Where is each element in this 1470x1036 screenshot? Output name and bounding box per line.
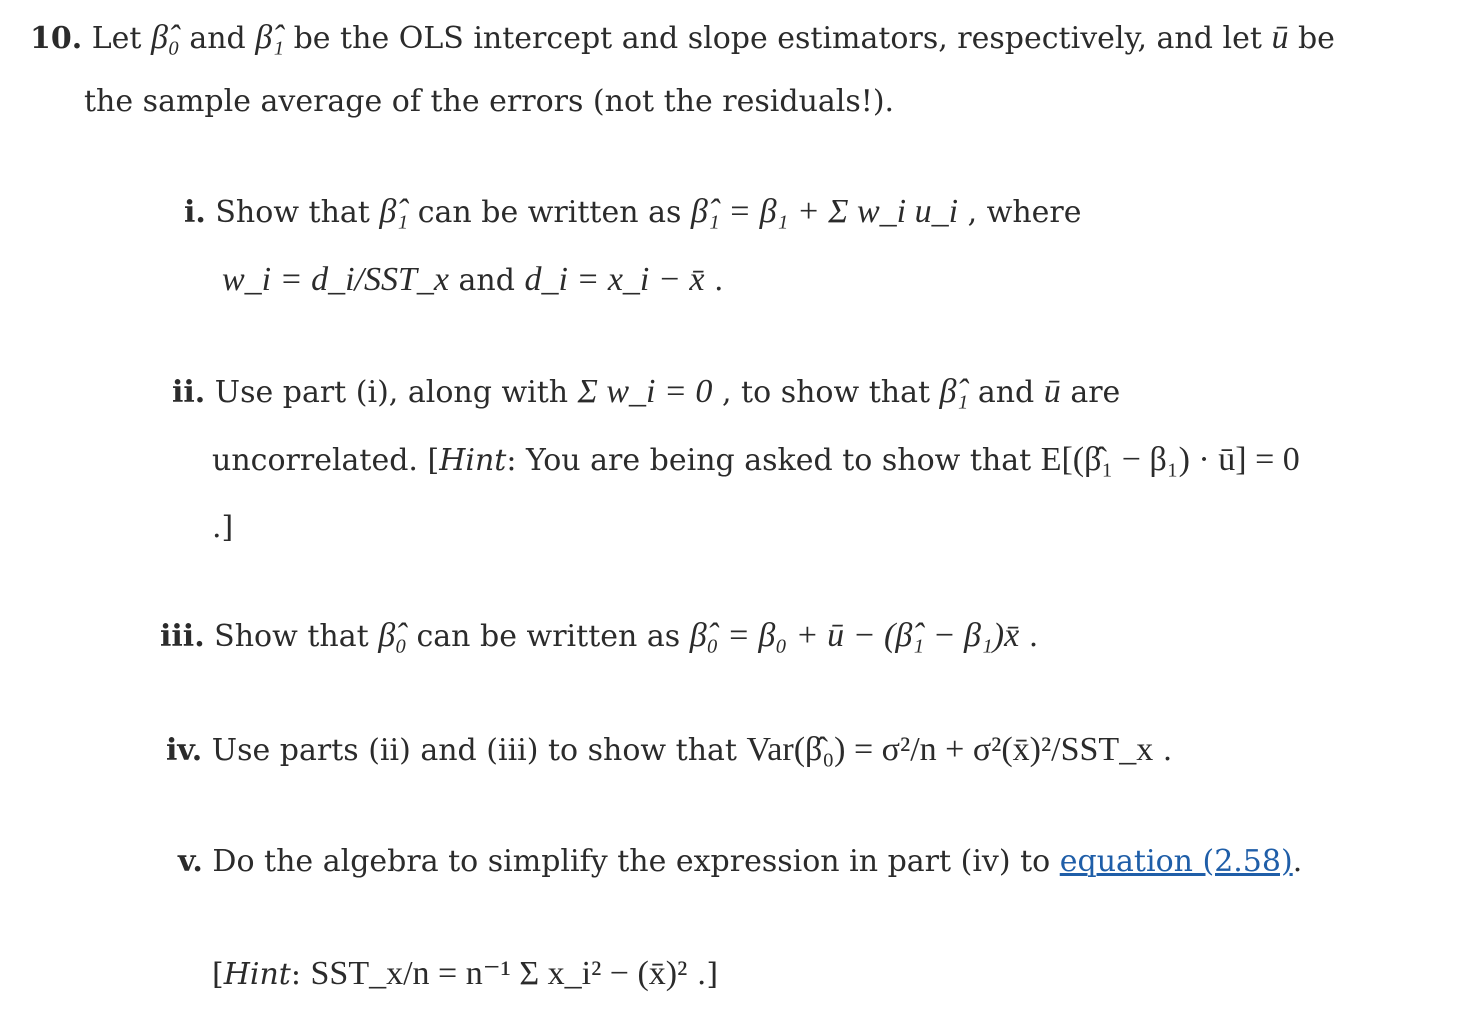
part-label: iv. <box>166 733 203 768</box>
part-text: Use part (i), along with <box>205 375 578 410</box>
formula-beta1-decomposition: β̂₁ = β₁ + Σ w_i u_i <box>690 193 959 230</box>
u-bar: ū <box>1043 373 1061 410</box>
formula-sst-identity: SST_x/n = n⁻¹ Σ x_i² − (x̄)² <box>310 955 688 992</box>
hint-label: Hint <box>223 957 291 992</box>
formula-deviation-definition: d_i = x_i − x̄ <box>524 261 705 298</box>
intro-text: Let <box>82 21 152 56</box>
problem-intro-line2 <box>84 82 894 122</box>
part-text: Show that <box>204 619 379 654</box>
part-ii-line3 <box>212 508 233 548</box>
part-text: . <box>1153 733 1173 768</box>
formula-weights-sum-zero: Σ w_i = 0 <box>577 373 713 410</box>
part-label: i. <box>184 195 206 230</box>
intro-text: the sample average of the errors (not the residuals!). <box>84 84 895 119</box>
formula-expectation-zero: E[(β̂₁ − β₁) · ū] = 0 <box>1040 441 1300 478</box>
beta0-hat: β̂₀ <box>378 617 407 654</box>
part-text: Do the algebra to simplify the expression in part (iv) to <box>202 844 1060 879</box>
beta1-hat: β̂₁ <box>939 373 969 410</box>
part-iii-line1 <box>160 616 1038 657</box>
part-text: can be written as <box>406 619 690 654</box>
part-text: . <box>1292 844 1303 879</box>
part-text: Show that <box>205 195 380 230</box>
beta1-hat: β̂₁ <box>255 19 285 56</box>
part-ii-line1 <box>172 372 1120 413</box>
part-ii-line2 <box>212 440 1300 481</box>
problem-number: 10. <box>30 21 83 56</box>
part-label: iii. <box>160 619 205 654</box>
part-label: v. <box>178 844 203 879</box>
part-text: . <box>1019 619 1039 654</box>
intro-text: be <box>1288 21 1335 56</box>
hint-text: : <box>290 957 311 992</box>
part-text: Use parts (ii) and (iii) to show that <box>202 733 747 768</box>
formula-weight-definition: w_i = d_i/SST_x <box>222 261 449 298</box>
intro-text: be the OLS intercept and slope estimators, respectively, and let <box>284 21 1272 56</box>
part-i-line1 <box>184 192 1082 233</box>
part-v-line1 <box>178 842 1302 882</box>
hint-bracket: [ <box>212 957 224 992</box>
part-text: , to show that <box>712 375 940 410</box>
part-text: are <box>1060 375 1121 410</box>
part-i-line2 <box>222 260 724 301</box>
part-text: and <box>448 263 525 298</box>
hint-line <box>212 954 718 995</box>
formula-variance-beta0: Var(β̂₀) = σ²/n + σ²(x̄)²/SST_x <box>746 731 1154 768</box>
part-text: . <box>704 263 724 298</box>
hint-label: Hint <box>439 443 507 478</box>
u-bar: ū <box>1271 19 1289 56</box>
part-iv-line1 <box>166 730 1172 771</box>
problem-intro-line1 <box>30 18 1335 59</box>
hint-bracket: .] <box>687 957 719 992</box>
part-text: can be written as <box>408 195 691 230</box>
equation-link[interactable]: equation (2.58) <box>1059 844 1293 879</box>
formula-beta0-decomposition: β̂₀ = β₀ + ū − (β̂₁ − β₁)x̄ <box>689 617 1020 654</box>
part-text: and <box>968 375 1044 410</box>
part-text: uncorrelated. [ <box>212 443 440 478</box>
beta1-hat: β̂₁ <box>379 193 409 230</box>
beta0-hat: β̂₀ <box>151 19 180 56</box>
part-text: .] <box>212 510 234 545</box>
intro-text: and <box>179 21 256 56</box>
part-text: : You are being asked to show that <box>506 443 1041 478</box>
part-text: , where <box>958 195 1082 230</box>
part-label: ii. <box>172 375 206 410</box>
